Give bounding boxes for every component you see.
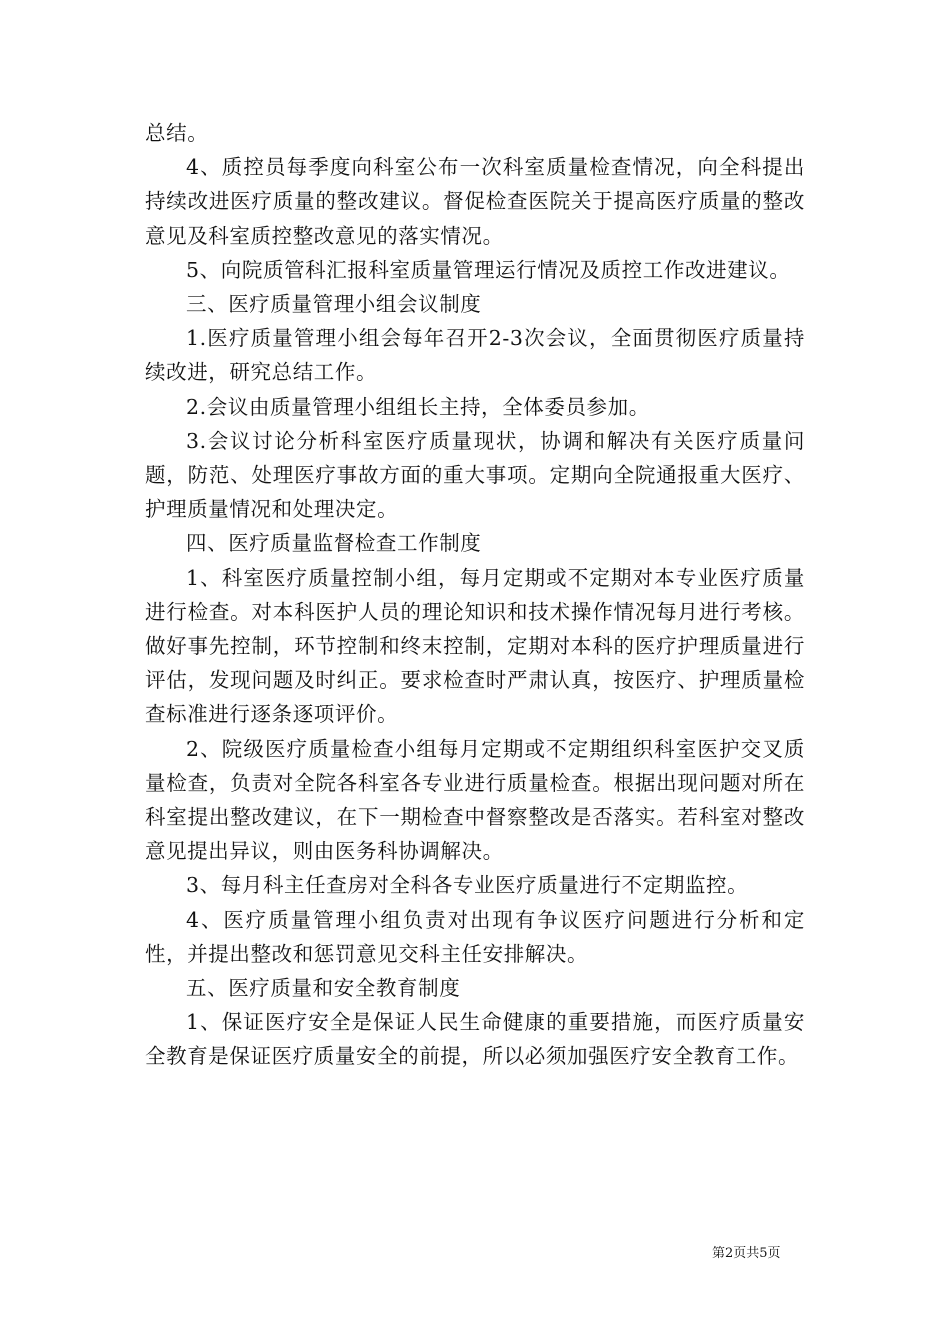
section-heading-4: 四、医疗质量监督检查工作制度 [186,531,482,556]
paragraph-meeting-2: 2.会议由质量管理小组组长主持，全体委员参加。 [186,394,650,419]
paragraph-meeting-1: 1.医疗质量管理小组会每年召开2-3次会议，全面贯彻医疗质量持续改进，研究总结工作。 [145,326,805,385]
paragraph-meeting-3: 3.会议讨论分析科室医疗质量现状，协调和解决有关医疗质量问题，防范、处理医疗事故方面的重大事项。定期向全院通报重大医疗、护理质量情况和处理决定。 [145,428,805,522]
page-footer-number: 第2页共5页 [712,1246,781,1261]
paragraph-inspection-3: 3、每月科主任查房对全科各专业医疗质量进行不定期监控。 [186,873,749,898]
paragraph-inspection-1: 1、科室医疗质量控制小组，每月定期或不定期对本专业医疗质量进行检查。对本科医护人员的理论知识和技术操作情况每月进行考核。做好事先控制，环节控制和终末控制，定期对本科的医疗护理质量进行评估，发现问题及时纠正。要求检查时严肃认真，按医疗、护理质量检查标准进行逐条逐项评价。 [145,565,805,727]
document-body [145,116,805,1074]
paragraph-education-1: 1、保证医疗安全是保证人民生命健康的重要措施，而医疗质量安全教育是保证医疗质量安全的前提，所以必须加强医疗安全教育工作。 [145,1010,805,1069]
paragraph-inspection-4: 4、医疗质量管理小组负责对出现有争议医疗问题进行分析和定性，并提出整改和惩罚意见交科主任安排解决。 [145,907,805,966]
paragraph-continuation: 总结。 [145,121,209,145]
section-heading-3: 三、医疗质量管理小组会议制度 [186,292,482,317]
paragraph-item-5: 5、向院质管科汇报科室质量管理运行情况及质控工作改进建议。 [186,257,791,282]
paragraph-item-4: 4、质控员每季度向科室公布一次科室质量检查情况，向全科提出持续改进医疗质量的整改建议。督促检查医院关于提高医疗质量的整改意见及科室质控整改意见的落实情况。 [145,155,805,248]
paragraph-inspection-2: 2、院级医疗质量检查小组每月定期或不定期组织科室医护交叉质量检查，负责对全院各科室各专业进行质量检查。根据出现问题对所在科室提出整改建议，在下一期检查中督察整改是否落实。若科室对整改意见提出异议，则由医务科协调解决。 [145,736,805,864]
section-heading-5: 五、医疗质量和安全教育制度 [186,976,461,1001]
